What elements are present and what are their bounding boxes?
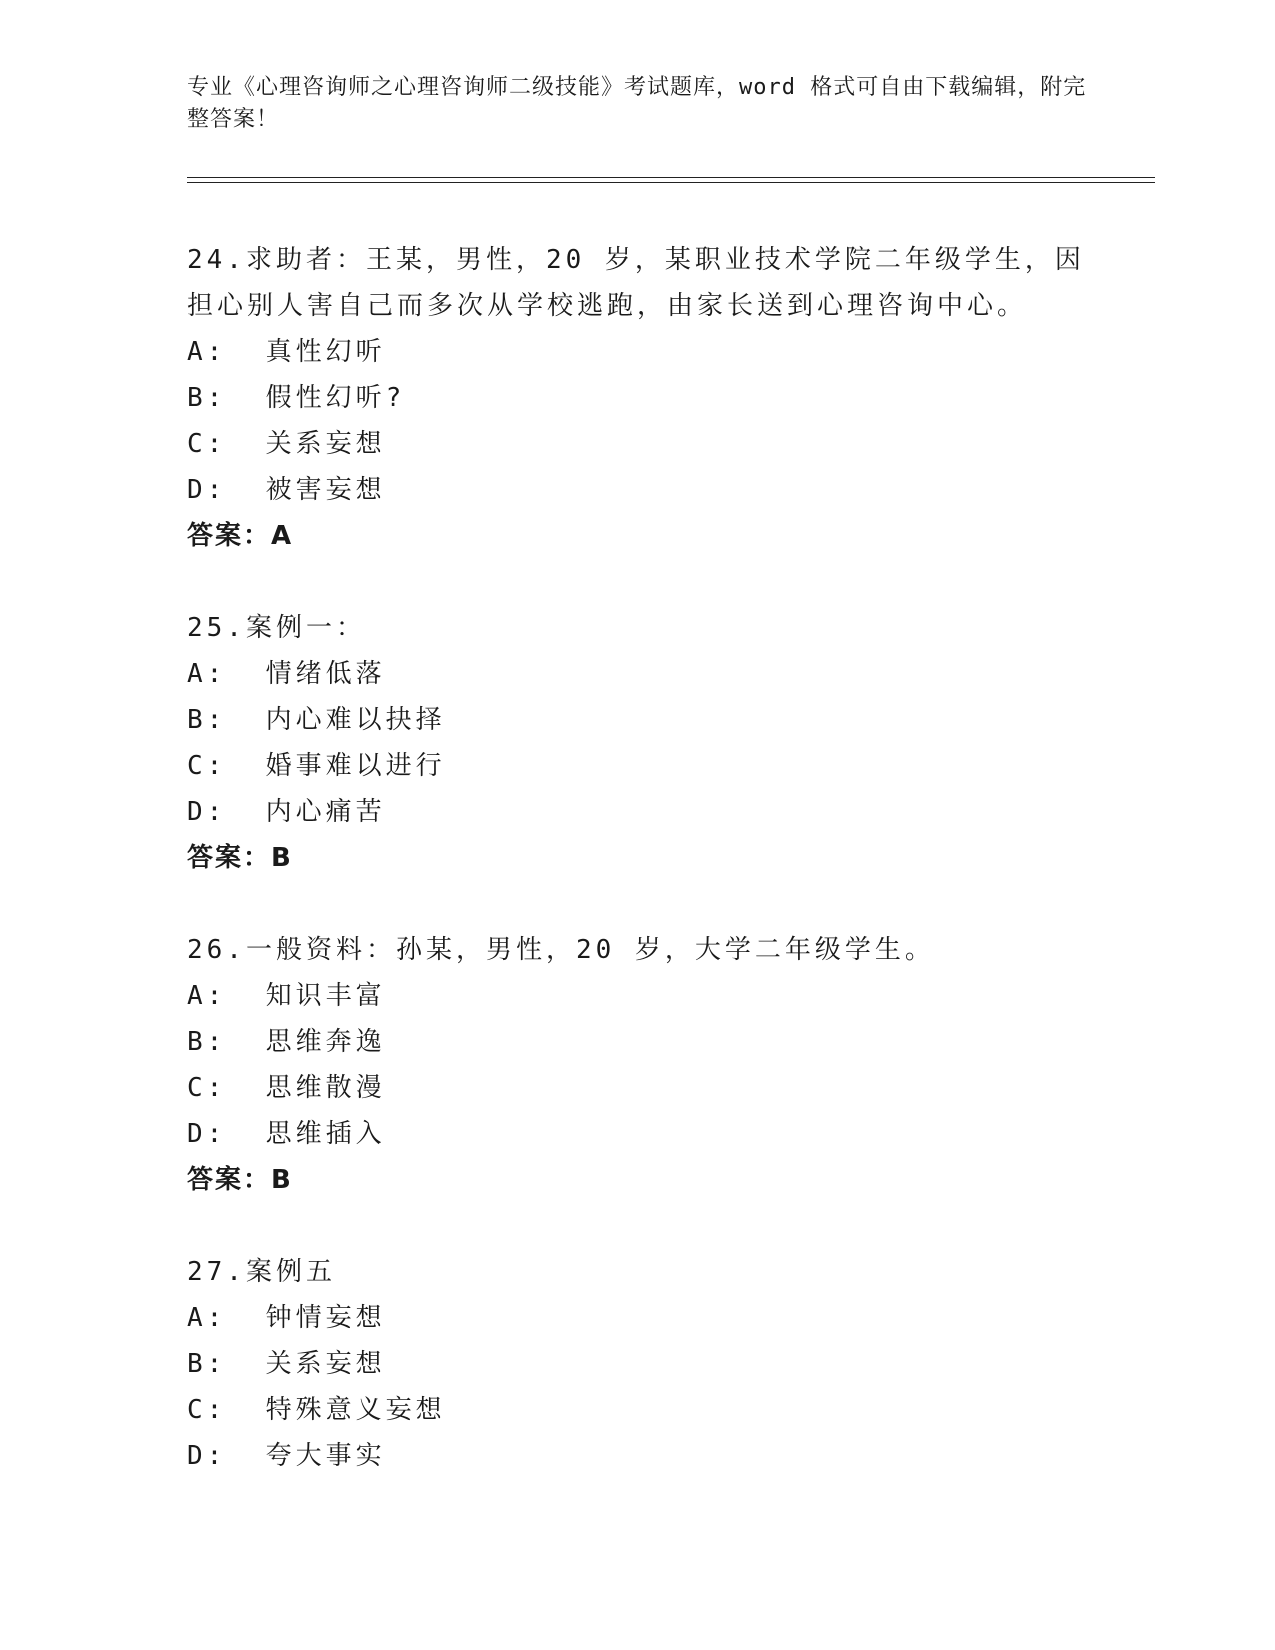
question-stem: 25.案例一：: [187, 613, 366, 643]
option-a: A: 真性幻听: [187, 337, 386, 367]
option-b: B: 内心难以抉择: [187, 705, 446, 735]
header-divider-top: [187, 177, 1155, 178]
option-c: C: 思维散漫: [187, 1073, 386, 1103]
answer-line: 答案：B: [187, 1165, 293, 1195]
question-list: [187, 237, 1087, 1525]
question-stem: 26.一般资料：孙某，男性，20 岁，大学二年级学生。: [187, 935, 935, 965]
option-b: B: 关系妄想: [187, 1349, 386, 1379]
option-d: D: 内心痛苦: [187, 797, 386, 827]
question-stem: 24.求助者：王某，男性，20 岁，某职业技术学院二年级学生，因担心别人害自己而多次从学校逃跑，由家长送到心理咨询中心。: [187, 245, 1085, 321]
answer-line: 答案：B: [187, 843, 293, 873]
option-c: C: 关系妄想: [187, 429, 386, 459]
option-d: D: 思维插入: [187, 1119, 386, 1149]
option-a: A: 钟情妄想: [187, 1303, 386, 1333]
option-b: B: 假性幻听?: [187, 383, 406, 413]
option-c: C: 婚事难以进行: [187, 751, 446, 781]
option-a: A: 情绪低落: [187, 659, 386, 689]
header-divider-bottom: [187, 182, 1155, 183]
question-26: [187, 927, 1087, 1203]
question-24: [187, 237, 1087, 559]
option-c: C: 特殊意义妄想: [187, 1395, 446, 1425]
question-27: [187, 1249, 1087, 1479]
answer-line: 答案：A: [187, 521, 294, 551]
question-25: [187, 605, 1087, 881]
option-a: A: 知识丰富: [187, 981, 386, 1011]
question-stem: 27.案例五: [187, 1257, 336, 1287]
option-d: D: 被害妄想: [187, 475, 386, 505]
option-b: B: 思维奔逸: [187, 1027, 386, 1057]
document-header: 专业《心理咨询师之心理咨询师二级技能》考试题库，word 格式可自由下载编辑，附完整答案！: [187, 75, 1087, 132]
option-d: D: 夸大事实: [187, 1441, 386, 1471]
